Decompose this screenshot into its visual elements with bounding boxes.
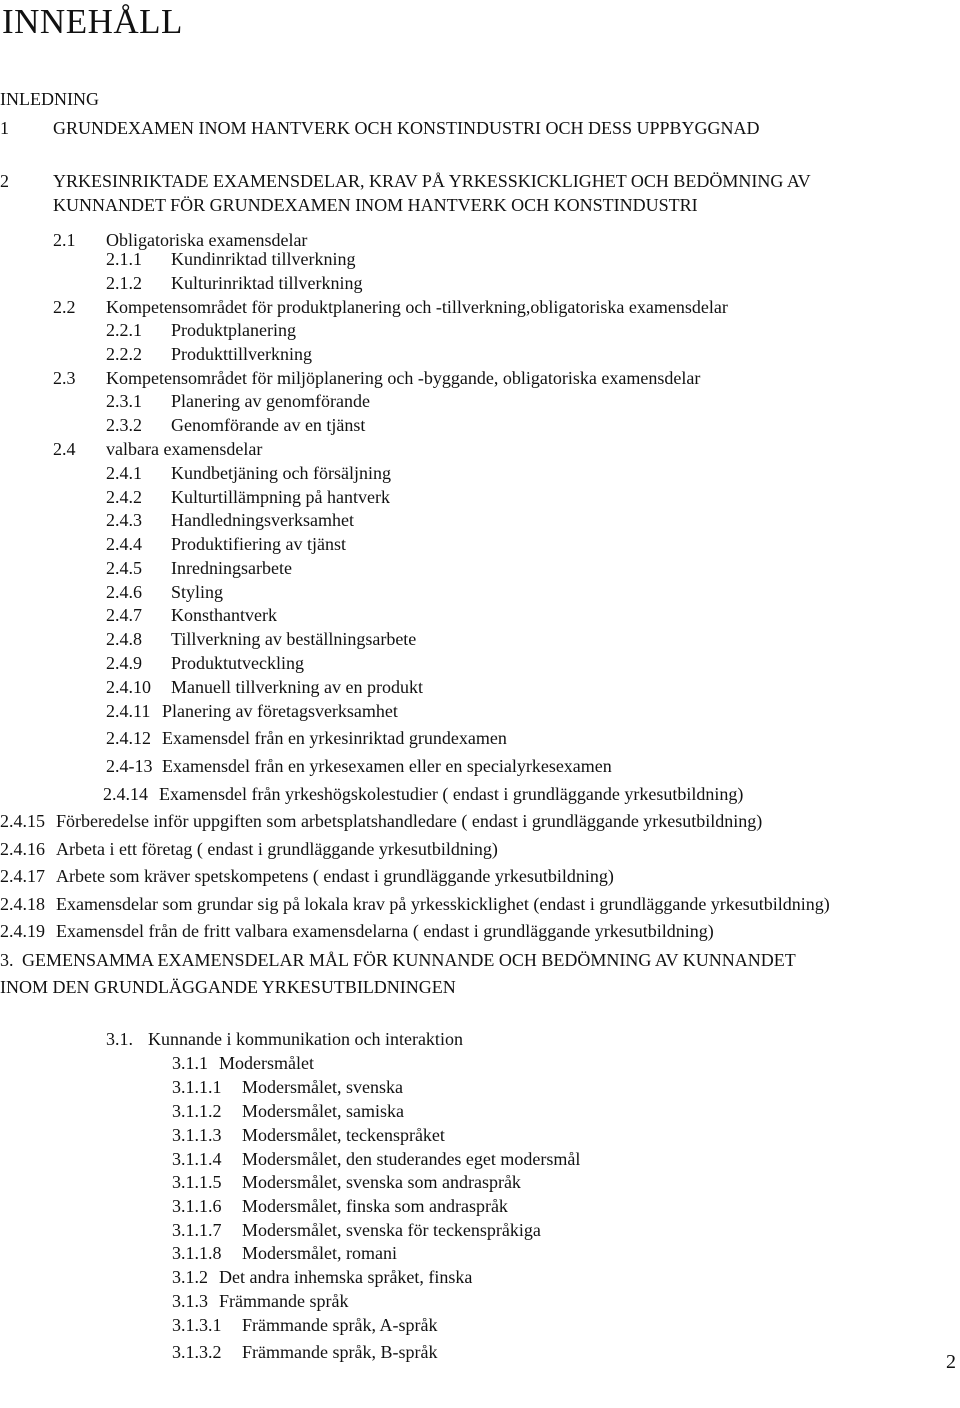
toc-entry-number: 3.1.1.2	[172, 1101, 222, 1121]
toc-entry	[106, 1028, 463, 1050]
toc-entry-number: 3.1.1.1	[172, 1077, 222, 1097]
toc-entry	[172, 1266, 472, 1288]
toc-entry	[0, 976, 456, 998]
toc-entry-number: 2.4-13	[106, 756, 153, 776]
page-number: 2	[946, 1351, 956, 1373]
toc-entry	[172, 1341, 437, 1363]
toc-entry	[106, 272, 362, 294]
toc-entry-number: 2.4	[53, 439, 76, 459]
toc-entry-text: Examensdel från yrkeshögskolestudier ( endast i grundläggande yrkesutbildning)	[159, 784, 744, 804]
toc-entry	[53, 296, 728, 318]
toc-entry-number: 2.1.1	[106, 249, 142, 269]
toc-entry	[172, 1219, 541, 1241]
toc-entry-text: KUNNANDET FÖR GRUNDEXAMEN INOM HANTVERK OCH KONSTINDUSTRI	[53, 195, 698, 215]
toc-entry-number: 2.4.2	[106, 487, 142, 507]
toc-entry-text: Produktutveckling	[171, 653, 304, 673]
toc-entry-text: Produktplanering	[171, 320, 296, 340]
toc-entry-text: Genomförande av en tjänst	[171, 415, 366, 435]
toc-entry	[106, 755, 612, 777]
toc-entry-text: Det andra inhemska språket, finska	[219, 1267, 473, 1287]
toc-entry-number: 3.1.1.3	[172, 1125, 222, 1145]
toc-entry	[0, 838, 498, 860]
toc-entry	[172, 1171, 521, 1193]
toc-entry-text: YRKESINRIKTADE EXAMENSDELAR, KRAV PÅ YRKESSKICKLIGHET OCH BEDÖMNING AV	[53, 171, 811, 191]
toc-entry-text: Främmande språk, A-språk	[242, 1315, 438, 1335]
toc-entry	[53, 367, 700, 389]
toc-entry-text: Examensdel från en yrkesexamen eller en specialyrkesexamen	[162, 756, 612, 776]
toc-entry-number: 2.4.15	[0, 811, 45, 831]
toc-entry-number: 3.1.1	[172, 1053, 208, 1073]
toc-entry-text: GEMENSAMMA EXAMENSDELAR MÅL FÖR KUNNANDE OCH BEDÖMNING AV KUNNANDET	[22, 950, 796, 970]
toc-entry-text: Kundinriktad tillverkning	[171, 249, 356, 269]
toc-entry	[0, 949, 796, 971]
toc-entry-text: Konsthantverk	[171, 605, 277, 625]
toc-entry	[106, 557, 292, 579]
toc-entry-number: 2.3	[53, 368, 76, 388]
toc-entry-text: Produkttillverkning	[171, 344, 312, 364]
toc-entry	[0, 810, 762, 832]
toc-entry-text: Förberedelse inför uppgiften som arbetsplatshandledare ( endast i grundläggande yrkesutbildning)	[56, 811, 763, 831]
toc-entry	[172, 1290, 348, 1312]
toc-entry	[106, 581, 223, 603]
toc-entry-number: 3.1.1.8	[172, 1243, 222, 1263]
toc-entry-text: Planering av företagsverksamhet	[162, 701, 398, 721]
toc-entry-text: Kundbetjäning och försäljning	[171, 463, 391, 483]
toc-entry-number: 2.4.19	[0, 921, 45, 941]
toc-entry-text: Planering av genomförande	[171, 391, 370, 411]
toc-entry-number: 2.2.1	[106, 320, 142, 340]
toc-entry-number: 2.1	[53, 230, 76, 250]
toc-entry	[106, 390, 370, 412]
toc-entry	[106, 462, 391, 484]
toc-entry	[172, 1076, 403, 1098]
toc-entry	[106, 700, 398, 722]
toc-entry-text: Styling	[171, 582, 224, 602]
toc-entry-number: 3.1.1.6	[172, 1196, 222, 1216]
toc-entry-number: 3.1.3	[172, 1291, 208, 1311]
toc-entry-text: Kompetensområdet för miljöplanering och -byggande, obligatoriska examensdelar	[106, 368, 701, 388]
toc-entry-text: Modersmålet, samiska	[242, 1101, 404, 1121]
toc-entry-text: Produktifiering av tjänst	[171, 534, 346, 554]
page-title: INNEHÅLL	[2, 2, 183, 41]
toc-entry	[172, 1124, 445, 1146]
toc-entry-number: 2.4.12	[106, 728, 151, 748]
toc-entry-number: 2.4.4	[106, 534, 142, 554]
toc-entry	[106, 727, 507, 749]
toc-entry	[0, 920, 714, 942]
toc-entry-number: 3.1.	[106, 1029, 133, 1049]
toc-entry-number: 3.1.1.4	[172, 1149, 222, 1169]
toc-entry-number: 2.4.17	[0, 866, 45, 886]
toc-entry	[0, 117, 760, 139]
toc-entry-number: 2.4.7	[106, 605, 142, 625]
toc-entry-number: 2.2.2	[106, 344, 142, 364]
toc-entry-number: 2.4.10	[106, 677, 151, 697]
toc-entry-number: 2.4.6	[106, 582, 142, 602]
toc-entry-number: 2.1.2	[106, 273, 142, 293]
toc-entry-text: Tillverkning av beställningsarbete	[171, 629, 417, 649]
toc-entry	[106, 676, 423, 698]
toc-entry	[106, 414, 365, 436]
toc-entry-text: Manuell tillverkning av en produkt	[171, 677, 423, 697]
toc-entry	[172, 1100, 404, 1122]
toc-entry-number: 2.4.1	[106, 463, 142, 483]
toc-entry	[106, 486, 390, 508]
toc-entry	[172, 1195, 508, 1217]
toc-entry-text: Obligatoriska examensdelar	[106, 230, 308, 250]
toc-entry-number: 2.4.3	[106, 510, 142, 530]
toc-entry-number: 2.4.14	[103, 784, 148, 804]
toc-entry-text: Främmande språk	[219, 1291, 349, 1311]
toc-entry	[172, 1314, 437, 1336]
toc-entry	[106, 319, 296, 341]
toc-entry-number: 3.1.3.2	[172, 1342, 222, 1362]
toc-entry-text: Kulturinriktad tillverkning	[171, 273, 363, 293]
toc-entry	[172, 1148, 580, 1170]
toc-entry-number: 2	[0, 171, 9, 191]
toc-entry	[172, 1052, 314, 1074]
toc-entry-text: Kompetensområdet för produktplanering och -tillverkning,obligatoriska examensdelar	[106, 297, 728, 317]
toc-entry-number: 2.4.18	[0, 894, 45, 914]
toc-entry-text: Examensdelar som grundar sig på lokala krav på yrkesskicklighet (endast i grundläggande yrkesutbildning)	[56, 894, 830, 914]
toc-entry	[0, 893, 830, 915]
toc-entry-text: Modersmålet, svenska	[242, 1077, 403, 1097]
toc-entry	[0, 865, 614, 887]
toc-entry-number: 3.1.3.1	[172, 1315, 222, 1335]
toc-entry-text: INOM DEN GRUNDLÄGGANDE YRKESUTBILDNINGEN	[0, 977, 456, 997]
toc-entry-text: GRUNDEXAMEN INOM HANTVERK OCH KONSTINDUSTRI OCH DESS UPPBYGGNAD	[53, 118, 760, 138]
toc-entry	[172, 1242, 397, 1264]
toc-entry	[106, 628, 416, 650]
toc-entry-text: Främmande språk, B-språk	[242, 1342, 438, 1362]
toc-entry	[0, 170, 811, 192]
toc-entry-number: 2.4.8	[106, 629, 142, 649]
toc-entry-number: 3.1.2	[172, 1267, 208, 1287]
toc-entry-number: 3.1.1.7	[172, 1220, 222, 1240]
toc-entry-number: 2.3.2	[106, 415, 142, 435]
toc-entry-text: Modersmålet, svenska som andraspråk	[242, 1172, 521, 1192]
toc-entry	[106, 509, 354, 531]
toc-entry-number: 3.	[0, 950, 14, 970]
toc-entry	[106, 652, 304, 674]
toc-entry	[53, 438, 262, 460]
toc-entry-text: Arbete som kräver spetskompetens ( endast i grundläggande yrkesutbildning)	[56, 866, 614, 886]
toc-entry-number: 1	[0, 118, 9, 138]
toc-entry-number: 2.3.1	[106, 391, 142, 411]
toc-entry-text: Examensdel från en yrkesinriktad grundexamen	[162, 728, 507, 748]
toc-entry-number: 2.4.5	[106, 558, 142, 578]
toc-entry-text: Kulturtillämpning på hantverk	[171, 487, 390, 507]
toc-entry-number: 2.4.16	[0, 839, 45, 859]
toc-entry-number: 2.2	[53, 297, 76, 317]
toc-entry	[106, 533, 346, 555]
toc-entry-text: Modersmålet, svenska för teckenspråkiga	[242, 1220, 541, 1240]
toc-entry	[106, 343, 312, 365]
toc-entry-text: Kunnande i kommunikation och interaktion	[148, 1029, 463, 1049]
toc-entry-text: Modersmålet, teckenspråket	[242, 1125, 445, 1145]
toc-entry-text: Modersmålet, finska som andraspråk	[242, 1196, 508, 1216]
toc-entry	[103, 783, 743, 805]
toc-entry-text: Modersmålet, den studerandes eget modersmål	[242, 1149, 581, 1169]
toc-entry-text: INLEDNING	[0, 89, 99, 109]
toc-entry-number: 2.4.9	[106, 653, 142, 673]
toc-entry-number: 2.4.11	[106, 701, 151, 721]
toc-entry-text: valbara examensdelar	[106, 439, 263, 459]
toc-entry-text: Modersmålet, romani	[242, 1243, 397, 1263]
toc-entry	[106, 604, 277, 626]
toc-entry-text: Handledningsverksamhet	[171, 510, 354, 530]
toc-entry-number: 3.1.1.5	[172, 1172, 222, 1192]
toc-entry-text: Arbeta i ett företag ( endast i grundläggande yrkesutbildning)	[56, 839, 498, 859]
toc-entry	[0, 88, 99, 110]
toc-entry	[53, 194, 698, 216]
toc-entry	[106, 248, 355, 270]
toc-entry-text: Inredningsarbete	[171, 558, 292, 578]
toc-entry-text: Examensdel från de fritt valbara examensdelarna ( endast i grundläggande yrkesutbildning)	[56, 921, 714, 941]
toc-entry-text: Modersmålet	[219, 1053, 314, 1073]
